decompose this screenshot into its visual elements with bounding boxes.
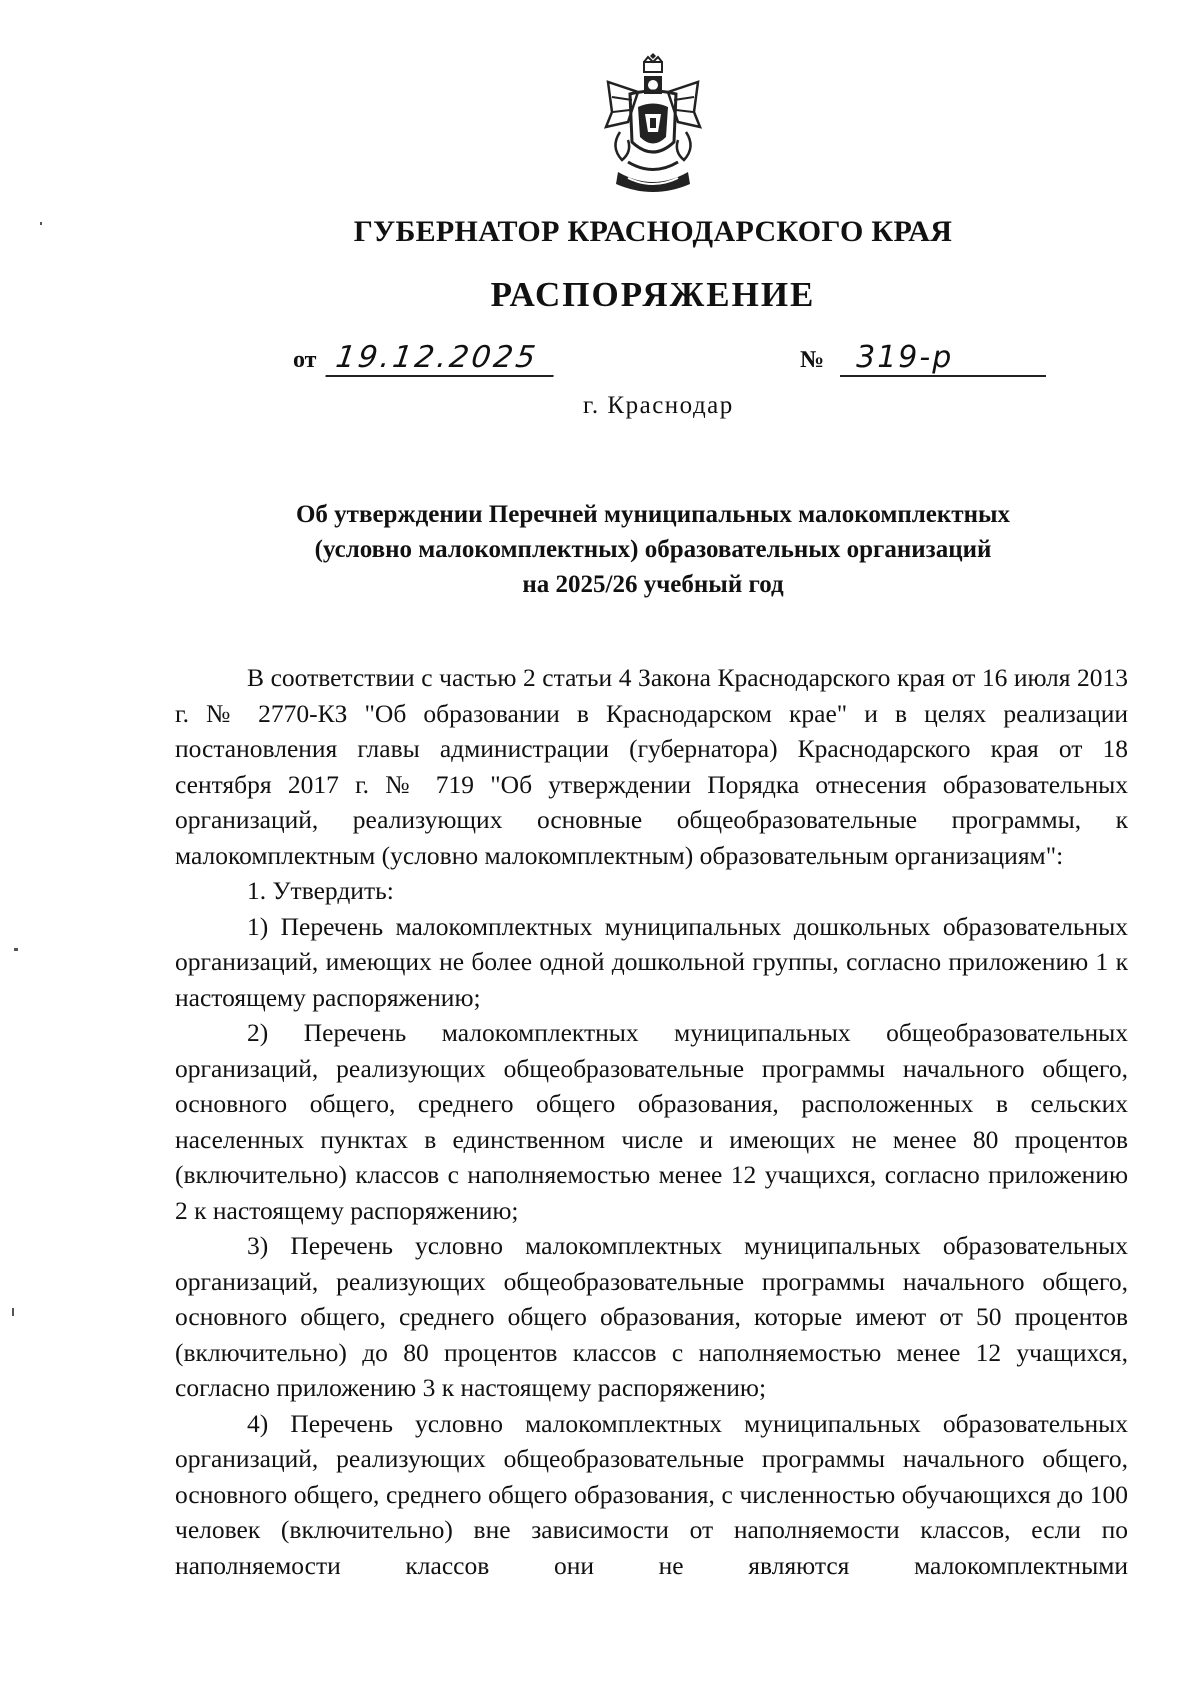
number-field bbox=[800, 340, 1046, 377]
city-label: г. Краснодар bbox=[583, 392, 734, 419]
body-paragraph: 4) Перечень условно малокомплектных муниципальных образовательных организаций, реализующих общеобразовательные программы начального общего, основного общего, среднего общего образования, с численностью обучающихся до 100 человек (включительно) вне зависимости от наполняемости классов, если по наполняемости классов они не являются малокомплектными bbox=[175, 1408, 1128, 1580]
subject-line: (условно малокомплектных) образовательных организаций bbox=[314, 536, 992, 563]
body-paragraph: 3) Перечень условно малокомплектных муниципальных образовательных организаций, реализующих общеобразовательные программы начального общего, основного общего, среднего общего образования, которые имеют от 50 процентов (включительно) до 80 процентов классов с наполняемостью менее 12 учащихся, согласно приложению 3 к настоящему распоряжению; bbox=[175, 1231, 1128, 1402]
body-paragraph: В соответствии с частью 2 статьи 4 Закона Краснодарского края от 16 июля 2013 г. № 2770-КЗ "Об образовании в Краснодарском крае" и в целях реализации постановления главы администрации (губернатора) Краснодарского края от 18 сентября 2017 г. № 719 "Об утверждении Порядка отнесения образовательных организаций, реализующих основные общеобразовательные программы, к малокомплектным (условно малокомплектным) образовательным организациям": bbox=[175, 663, 1128, 870]
scan-speck bbox=[12, 1308, 14, 1316]
document-type: РАСПОРЯЖЕНИЕ bbox=[490, 275, 816, 314]
body-paragraph: 1. Утвердить: bbox=[247, 876, 394, 905]
scan-speck bbox=[14, 948, 18, 951]
date-field bbox=[293, 340, 556, 377]
date-value: 19.12.2025 bbox=[326, 340, 559, 377]
body-paragraph: 2) Перечень малокомплектных муниципальных общеобразовательных организаций, реализующих общеобразовательные программы начального общего, основного общего, среднего общего образования, расположенных в сельских населенных пунктах в единственном числе и имеющих не менее 80 процентов (включительно) классов с наполняемостью менее 12 учащихся, согласно приложению 2 к настоящему распоряжению; bbox=[175, 1018, 1128, 1225]
date-prefix: от bbox=[293, 347, 317, 373]
body-paragraph: 1) Перечень малокомплектных муниципальных дошкольных образовательных организаций, имеющих не более одной дошкольной группы, согласно приложению 1 к настоящему распоряжению; bbox=[175, 911, 1128, 1012]
number-value: 319-р bbox=[840, 340, 1046, 377]
subject-line: Об утверждении Перечней муниципальных малокомплектных bbox=[295, 501, 1011, 528]
coat-of-arms-emblem bbox=[598, 52, 708, 202]
document-subject bbox=[200, 497, 1106, 602]
scan-speck bbox=[40, 222, 42, 225]
issuer-title: ГУБЕРНАТОР КРАСНОДАРСКОГО КРАЯ bbox=[353, 215, 953, 248]
subject-line: на 2025/26 учебный год bbox=[522, 571, 784, 598]
document-body bbox=[175, 660, 1128, 1583]
number-prefix: № bbox=[800, 347, 825, 373]
